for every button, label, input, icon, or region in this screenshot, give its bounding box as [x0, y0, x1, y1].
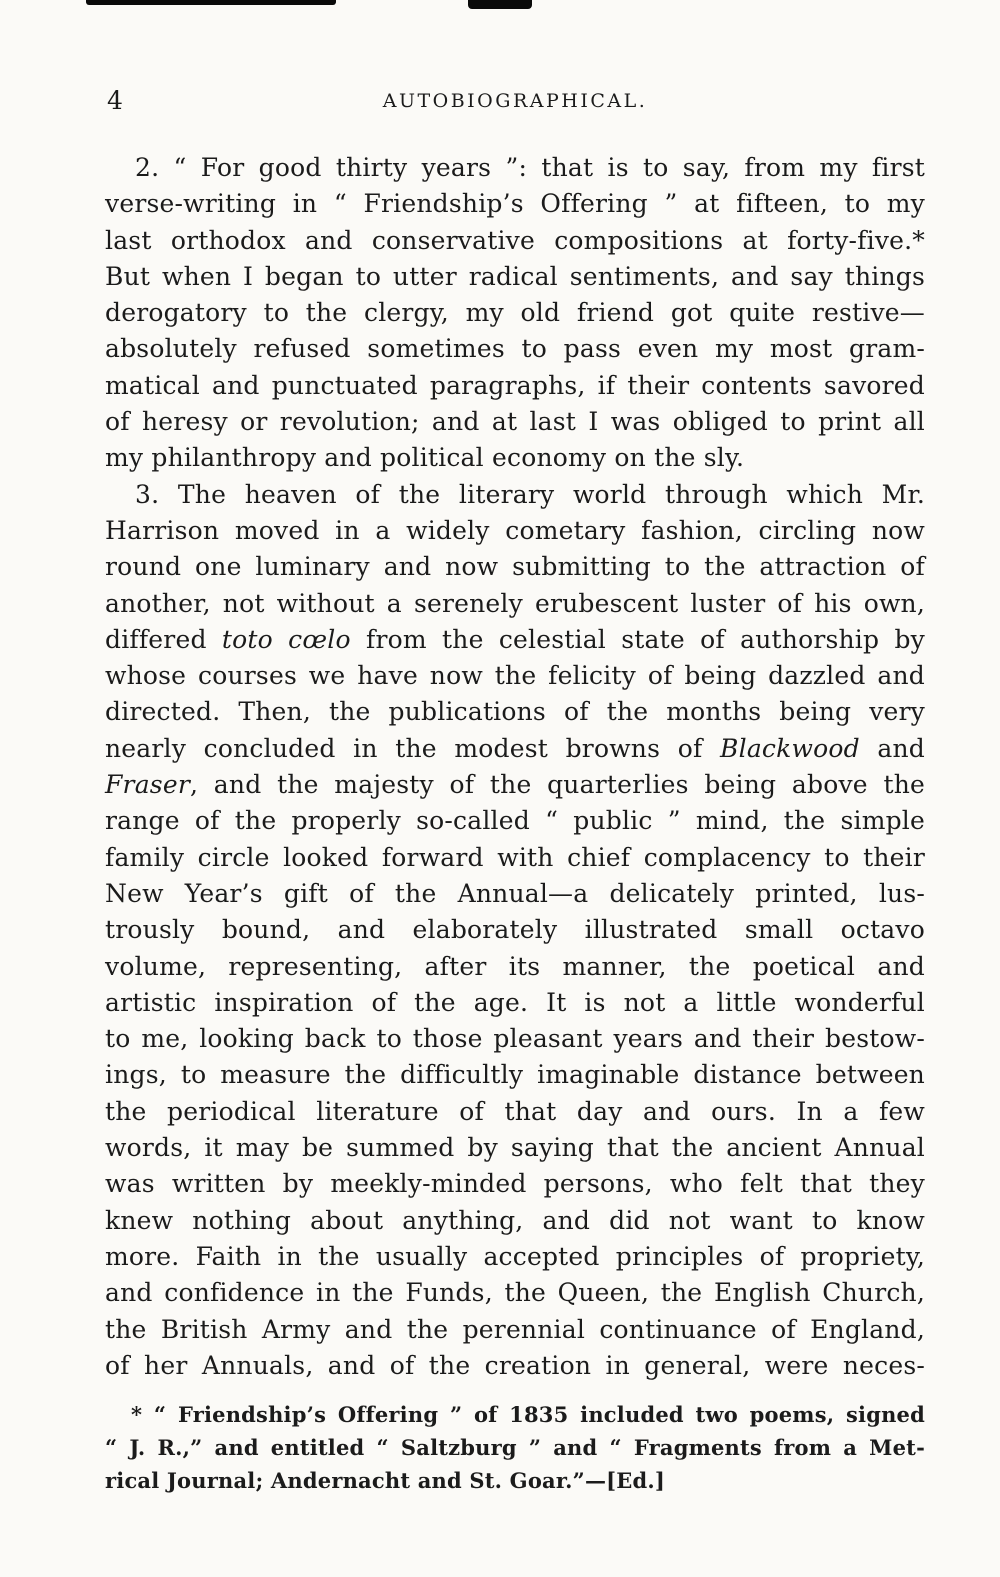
text-line: last orthodox and conservative compositions at forty-five.*: [105, 225, 925, 255]
text-line: Harrison moved in a widely cometary fashion, circling now: [105, 515, 925, 545]
text-line: the British Army and the perennial continuance of England,: [105, 1314, 925, 1344]
text-line: of heresy or revolution; and at last I was obliged to print all: [105, 407, 925, 437]
text-line: matical and punctuated paragraphs, if their contents savored: [105, 370, 925, 400]
text-line: round one luminary and now submitting to the attraction of: [105, 552, 925, 582]
scan-artifact: [468, 0, 532, 9]
text-line: 3. The heaven of the literary world through which Mr.: [135, 479, 925, 509]
text-line: derogatory to the clergy, my old friend got quite restive—: [105, 298, 925, 328]
text-line: another, not without a serenely erubescent luster of his own,: [105, 588, 925, 618]
text-line: New Year’s gift of the Annual—a delicately printed, lus-: [105, 878, 925, 908]
paragraph: [105, 477, 925, 1384]
text-line: absolutely refused sometimes to pass even my most gram-: [105, 334, 925, 364]
text-line: my philanthropy and political economy on the sly.: [105, 443, 745, 473]
text-line: knew nothing about anything, and did not want to know: [105, 1205, 925, 1235]
text-line: of her Annuals, and of the creation in general, were neces-: [105, 1350, 925, 1380]
text-line: artistic inspiration of the age. It is not a little wonderful: [105, 987, 925, 1017]
text-line: more. Faith in the usually accepted principles of propriety,: [105, 1241, 925, 1271]
paragraph: [105, 150, 925, 477]
text-line: range of the properly so-called “ public ” mind, the simple: [105, 806, 925, 836]
running-header: AUTOBIOGRAPHICAL.: [382, 90, 648, 112]
text-line: and confidence in the Funds, the Queen, the English Church,: [105, 1278, 925, 1308]
text-line: the periodical literature of that day and ours. In a few: [105, 1096, 925, 1126]
text-line: volume, representing, after its manner, the poetical and: [105, 951, 925, 981]
footnote: [105, 1398, 925, 1497]
text-line: verse-writing in “ Friendship’s Offering ” at fifteen, to my: [105, 189, 925, 219]
text-line: family circle looked forward with chief complacency to their: [105, 842, 925, 872]
footnote-line: rical Journal; Andernacht and St. Goar.”—[Ed.]: [105, 1468, 666, 1493]
paragraph: [105, 1398, 925, 1497]
text-line: to me, looking back to those pleasant years and their bestow-: [105, 1024, 925, 1054]
text-line: nearly concluded in the modest browns of Blackwood and: [105, 733, 925, 763]
footnote-line: * “ Friendship’s Offering ” of 1835 included two poems, signed: [131, 1402, 925, 1427]
scan-artifact: [86, 0, 336, 5]
text-line: was written by meekly-minded persons, who felt that they: [105, 1169, 925, 1199]
text-line: whose courses we have now the felicity of being dazzled and: [105, 661, 925, 691]
text-line: But when I began to utter radical sentiments, and say things: [105, 261, 925, 291]
text-line: 2. “ For good thirty years ”: that is to say, from my first: [135, 153, 925, 182]
text-line: ings, to measure the difficultly imaginable distance between: [105, 1060, 925, 1090]
text-line: Fraser, and the majesty of the quarterlies being above the: [105, 770, 925, 800]
body-text: [105, 150, 925, 1384]
text-line: directed. Then, the publications of the months being very: [105, 697, 925, 727]
page-number: 4: [107, 86, 123, 115]
page-header: [105, 86, 925, 116]
footnote-line: “ J. R.,” and entitled “ Saltzburg ” and “ Fragments from a Met-: [105, 1435, 925, 1460]
text-line: words, it may be summed by saying that the ancient Annual: [105, 1133, 925, 1163]
text-line: trously bound, and elaborately illustrated small octavo: [105, 915, 925, 945]
text-line: differed toto cœlo from the celestial state of authorship by: [105, 624, 925, 654]
